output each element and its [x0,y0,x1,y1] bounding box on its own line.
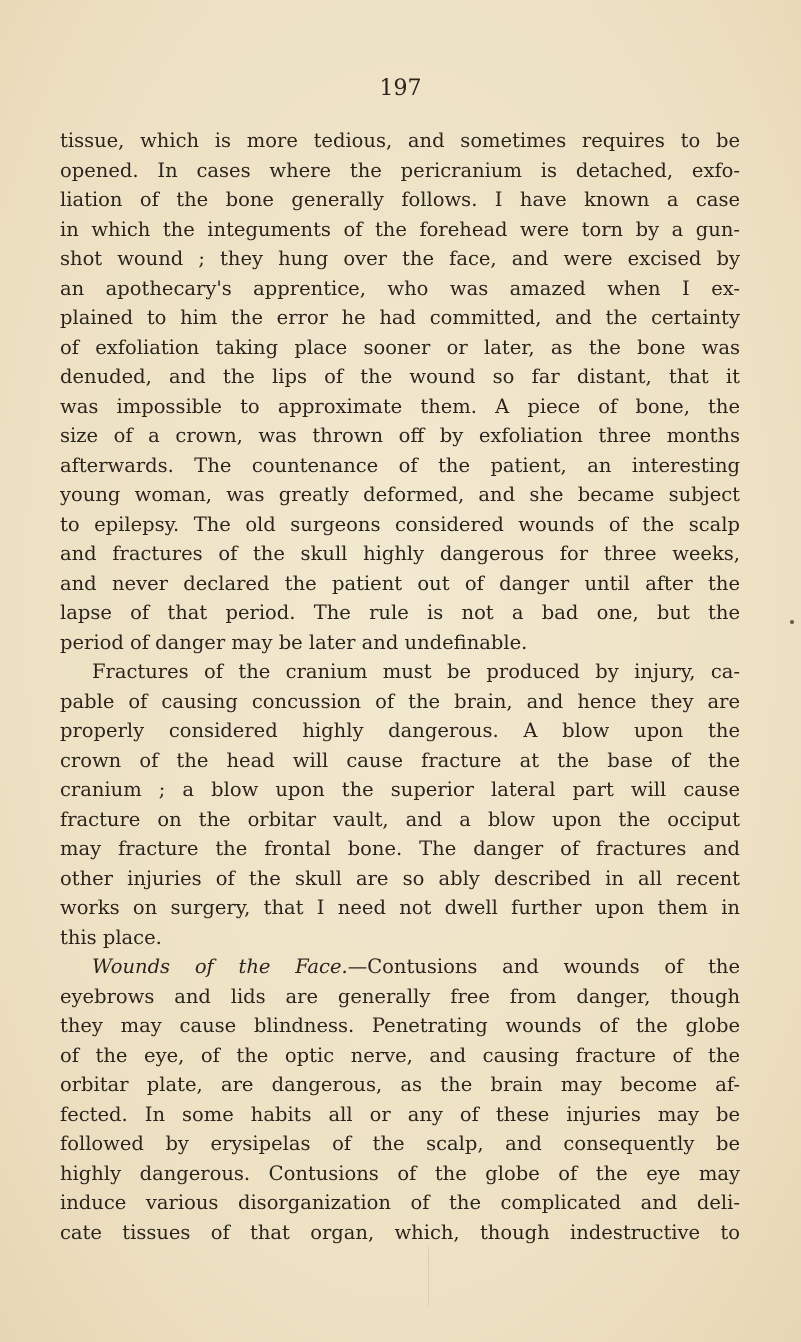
text-line: induce various disorganization of the complicated and deli- [60,1191,740,1214]
text-line: followed by erysipelas of the scalp, and consequently be [60,1132,740,1155]
text-line: crown of the head will cause fracture at the base of the [60,748,740,772]
text-line: of exfoliation taking place sooner or later, as the bone was [60,335,740,359]
text-line: Fractures of the cranium must be produced by injury, ca- [92,660,740,683]
text-line: to epilepsy. The old surgeons considered wounds of the scalp [60,512,740,536]
section-heading-line [60,952,740,982]
text-line: they may cause blindness. Penetrating wounds of the globe [60,1014,740,1037]
text-line: lapse of that period. The rule is not a bad one, but the [60,601,740,624]
page-number: 197 [379,76,422,101]
text-line: cate tissues of that organ, which, though indestructive to [60,1220,740,1244]
text-line: pable of causing concussion of the brain, and hence they are [60,689,740,713]
text-line: liation of the bone generally follows. I have known a case [60,188,740,211]
text-line: cranium ; a blow upon the superior lateral part will cause [60,778,740,801]
text-line: opened. In cases where the pericranium is detached, exfo- [60,158,740,182]
text-line: of the eye, of the optic nerve, and causing fracture of the [60,1043,740,1067]
text-line: in which the integuments of the forehead were torn by a gun- [60,217,740,241]
text-line: denuded, and the lips of the wound so far distant, that it [60,365,740,388]
text-line: and fractures of the skull highly dangerous for three weeks, [60,542,740,565]
text-line: was impossible to approximate them. A piece of bone, the [60,394,740,418]
section-heading: Wounds of the Face. [92,955,348,978]
text-line: plained to him the error he had committed, and the certainty [60,306,740,329]
text-line: shot wound ; they hung over the face, and were excised by [60,247,740,270]
text-line: other injuries of the skull are so ably described in all recent [60,866,740,890]
text-line: fected. In some habits all or any of these injuries may be [60,1102,740,1126]
text-line: highly dangerous. Contusions of the globe of the eye may [60,1161,740,1185]
text-line-rest: —Contusions and wounds of the [347,955,740,978]
text-line: tissue, which is more tedious, and sometimes requires to be [60,129,740,152]
text-line: size of a crown, was thrown off by exfoliation three months [60,424,740,447]
text-line: and never declared the patient out of danger until after the [60,571,740,595]
paper-crease [428,1246,499,1306]
body-text [60,126,740,1247]
paper-speck [790,620,794,624]
text-line: orbitar plate, are dangerous, as the brain may become af- [60,1073,740,1096]
text-line: young woman, was greatly deformed, and she became subject [60,483,740,506]
text-line: fracture on the orbitar vault, and a blow upon the occiput [60,807,740,831]
text-line: eyebrows and lids are generally free from danger, though [60,984,740,1008]
text-line: may fracture the frontal bone. The danger of fractures and [60,837,740,860]
text-line: period of danger may be later and undefinable. [60,630,528,654]
text-line: properly considered highly dangerous. A blow upon the [60,719,740,742]
text-line: an apothecary's apprentice, who was amazed when I ex- [60,276,740,300]
text-line: works on surgery, that I need not dwell further upon them in [60,896,740,919]
text-line: this place. [60,925,162,949]
text-line: afterwards. The countenance of the patient, an interesting [60,453,740,477]
